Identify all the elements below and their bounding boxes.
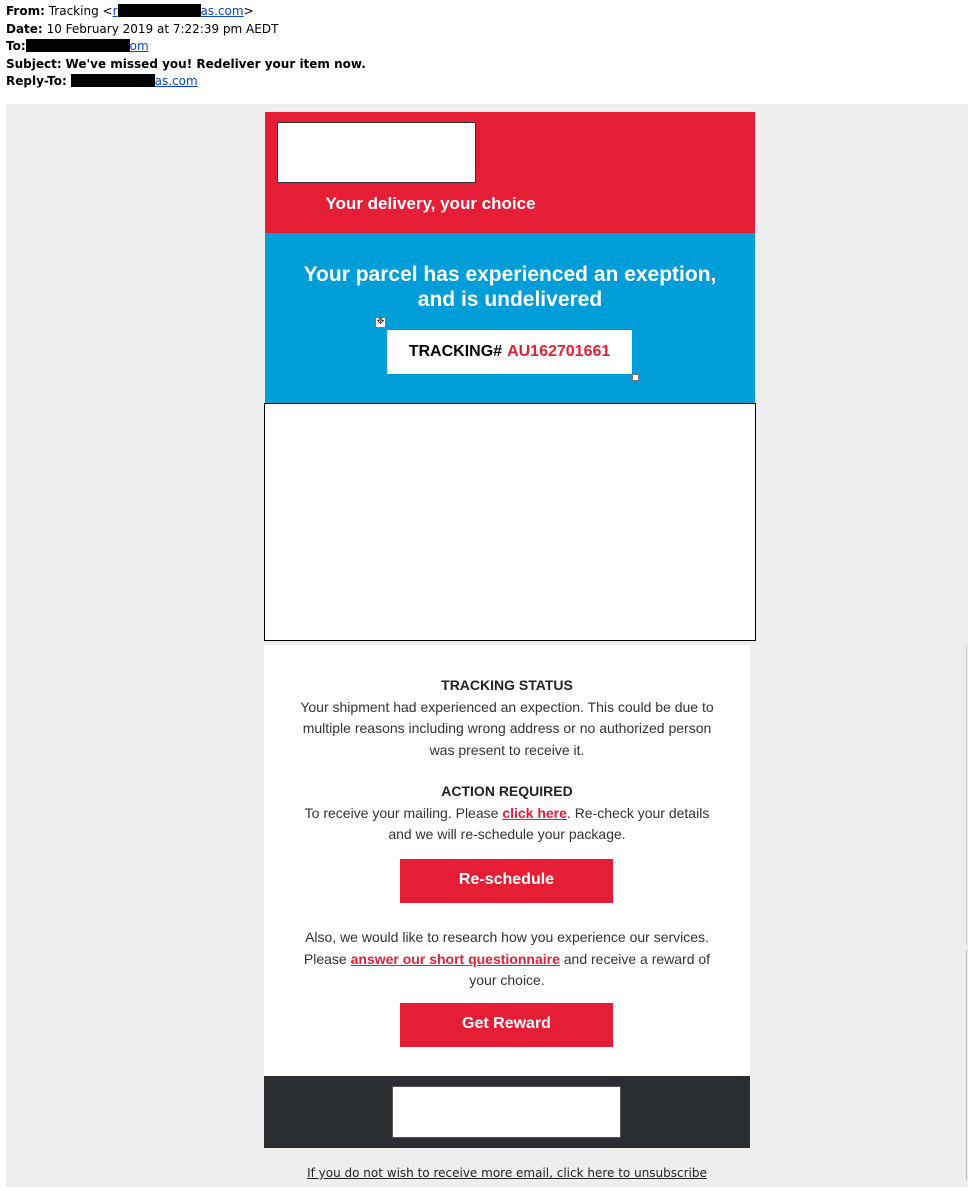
tagline: Your delivery, your choice — [325, 194, 536, 213]
divider — [966, 645, 967, 945]
date-row — [6, 21, 366, 39]
divider — [966, 950, 967, 1180]
from-email-link[interactable]: r as.com — [112, 4, 244, 18]
table-resize-handle[interactable] — [632, 374, 639, 381]
to-label: To: — [6, 39, 26, 54]
tracking-number-box — [387, 330, 632, 374]
replyto-row — [6, 73, 366, 91]
footer-logo-placeholder — [392, 1086, 621, 1138]
action-required-section: ACTION REQUIRED To receive your mailing. Please click here. Re-check your details and we will re-schedule your package. — [264, 781, 750, 846]
image-placeholder — [264, 403, 756, 641]
redaction-bar — [26, 39, 130, 52]
subject-value: We've missed you! Redeliver your item now. — [65, 56, 366, 71]
tracking-label: TRACKING# — [408, 343, 503, 360]
tracking-status-section: TRACKING STATUS Your shipment had experienced an expection. This could be due to multiple reasons including wrong address or no authorized person was present to receive it. — [264, 675, 750, 761]
section-title: TRACKING STATUS — [441, 677, 573, 693]
click-here-link[interactable]: click here — [502, 804, 567, 821]
to-email-link[interactable]: om — [129, 39, 149, 54]
to-row — [6, 38, 366, 56]
redaction-bar — [118, 4, 201, 17]
from-label: From: — [6, 4, 45, 18]
logo-placeholder — [277, 122, 476, 183]
replyto-email-link[interactable]: as.com — [154, 74, 198, 89]
reschedule-button[interactable]: Re-schedule — [400, 859, 613, 903]
get-reward-button[interactable]: Get Reward — [400, 1003, 613, 1047]
unsubscribe-link[interactable]: If you do not wish to receive more email, click here to unsubscribe — [307, 1166, 707, 1180]
replyto-label: Reply-To: — [6, 74, 67, 89]
subject-row — [6, 56, 366, 74]
hero-banner — [265, 233, 755, 403]
hero-headline: Your parcel has experienced an exeption, and is undelivered — [303, 263, 717, 311]
redaction-bar — [71, 74, 155, 87]
section-title: ACTION REQUIRED — [441, 783, 573, 799]
survey-section: Also, we would like to research how you experience our services. Please answer our short questionnaire and receive a reward of your choice. — [303, 929, 711, 988]
questionnaire-link[interactable]: answer our short questionnaire — [350, 950, 560, 967]
date-label: Date: — [6, 21, 43, 36]
date-value: 10 February 2019 at 7:22:39 pm AEDT — [46, 21, 279, 36]
email-header — [6, 3, 366, 91]
from-name: Tracking < — [48, 4, 113, 18]
table-move-handle-icon[interactable]: ✥ — [376, 317, 385, 327]
subject-label: Subject: — [6, 56, 62, 71]
from-row: From: Tracking <r as.com> — [6, 4, 254, 18]
tracking-number: AU162701661 — [507, 343, 611, 360]
